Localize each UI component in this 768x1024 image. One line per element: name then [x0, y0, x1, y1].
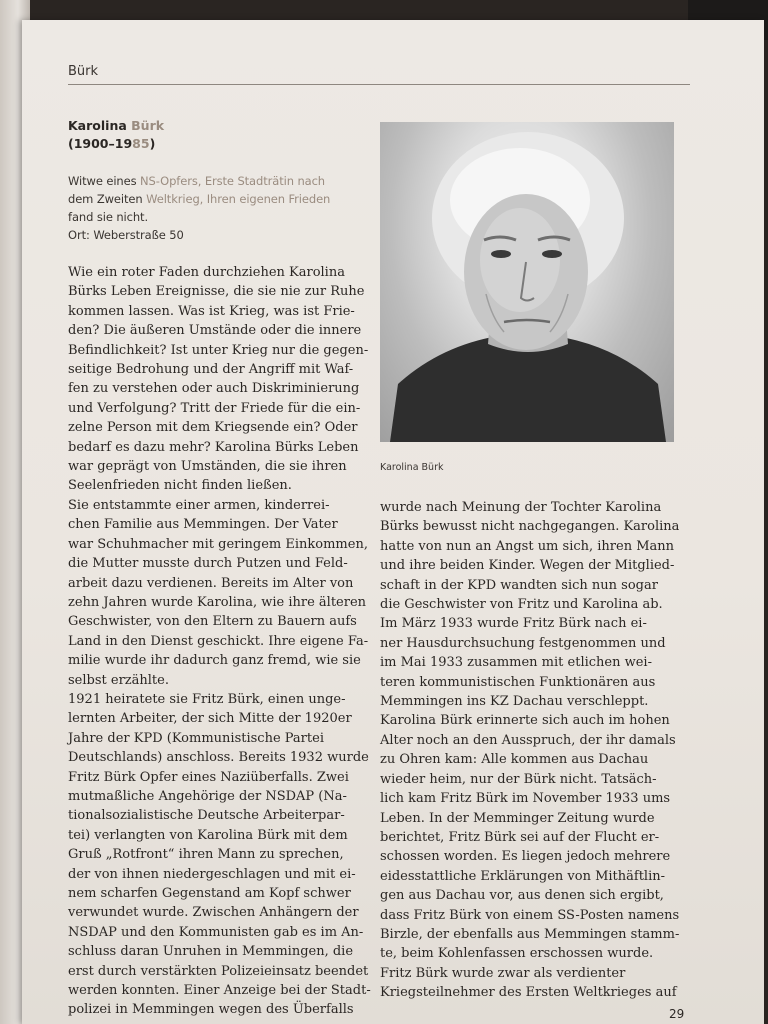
body-text-line: Seelenfrieden nicht finden ließen.	[68, 478, 292, 494]
body-text-line: die Geschwister von Fritz und Karolina ab.	[380, 597, 663, 613]
running-head: Bürk	[68, 64, 99, 79]
body-text-line: lich kam Fritz Bürk im November 1933 ums	[380, 791, 671, 807]
body-text-line: eidesstattliche Erklärungen von Mithäftlin-	[380, 868, 666, 884]
body-text-line: milie wurde ihr dadurch ganz fremd, wie sie	[68, 653, 361, 669]
body-text-line: seitige Bedrohung und der Angriff mit Waf-	[68, 362, 354, 378]
body-text-line: NSDAP und den Kommunisten gab es im An-	[68, 924, 364, 940]
body-text-line: Kriegsteilnehmer des Ersten Weltkrieges auf	[380, 985, 677, 1001]
location-line: Ort: Weberstraße 50	[68, 228, 184, 242]
book-page	[22, 20, 764, 1024]
body-text-line: Fritz Bürk Opfer eines Naziüberfalls. Zwei	[68, 769, 349, 785]
body-text-line: wurde nach Meinung der Tochter Karolina	[380, 500, 662, 515]
body-text-line: zu Ohren kam: Alle kommen aus Dachau	[380, 752, 649, 768]
portrait-illustration	[380, 122, 674, 442]
body-text-line: Wie ein roter Faden durchziehen Karolina	[68, 265, 345, 280]
subtitle-line: Witwe eines NS-Opfers, Erste Stadträtin nach	[68, 174, 325, 188]
body-text-line: te, beim Kohlenfassen erschossen wurde.	[380, 946, 654, 962]
page-number: 29	[669, 1007, 685, 1021]
body-text-line: Fritz Bürk wurde zwar als verdienter	[380, 965, 626, 981]
body-text-line: Memmingen ins KZ Dachau verschleppt.	[380, 694, 649, 710]
body-text-line: und ihre beiden Kinder. Wegen der Mitglied-	[380, 558, 675, 574]
text-column-right	[380, 498, 680, 1003]
last-name: Bürk	[131, 118, 165, 133]
body-text-line: war geprägt von Umständen, die sie ihren	[68, 459, 347, 475]
portrait-photo	[380, 122, 674, 442]
subtitle-line: fand sie nicht.	[68, 210, 149, 224]
body-text-line: berichtet, Fritz Bürk sei auf der Flucht er-	[380, 829, 660, 845]
body-text-line: wieder heim, nur der Bürk nicht. Tatsäch-	[380, 771, 657, 787]
body-text-line: schossen worden. Es liegen jedoch mehrere	[380, 849, 671, 865]
body-text-line: bedarf es dazu mehr? Karolina Bürks Leben	[68, 439, 359, 455]
body-text-line: kommen lassen. Was ist Krieg, was ist Frie-	[68, 303, 355, 319]
body-text-line: und Verfolgung? Tritt der Friede für die ein-	[68, 400, 361, 416]
photo-caption: Karolina Bürk	[380, 462, 444, 473]
body-text-line: war Schuhmacher mit geringem Einkommen,	[68, 536, 368, 552]
body-text-line: Befindlichkeit? Ist unter Krieg nur die gegen-	[68, 342, 369, 358]
body-text-line: polizei in Memmingen wegen des Überfalls	[68, 1002, 354, 1018]
body-text-line: nem scharfen Gegenstand am Kopf schwer	[68, 886, 351, 901]
body-text-line: erst durch verstärkten Polizeieinsatz beendet	[68, 963, 369, 979]
body-text-line: Birzle, der ebenfalls aus Memmingen stamm-	[380, 926, 680, 942]
body-text-line: selbst erzählte.	[68, 672, 169, 688]
body-text-line: den? Die äußeren Umstände oder die innere	[68, 323, 362, 339]
first-name: Karolina	[68, 118, 127, 133]
body-text-line: tei) verlangten von Karolina Bürk mit dem	[68, 827, 348, 843]
body-text-line: teren kommunistischen Funktionären aus	[380, 674, 656, 690]
body-text-line: Karolina Bürk erinnerte sich auch im hohen	[380, 713, 670, 729]
body-text-line: die Mutter musste durch Putzen und Feld-	[68, 556, 348, 572]
body-text-line: schaft in der KPD wandten sich nun sogar	[380, 577, 658, 593]
body-text-line: Alter noch an den Ausspruch, der ihr damals	[380, 732, 676, 748]
header-rule	[68, 84, 690, 85]
body-text-line: Sie entstammte einer armen, kinderrei-	[68, 497, 330, 513]
body-text-line: tionalsozialistische Deutsche Arbeiterpar-	[68, 808, 345, 824]
life-years: (1900–1985)	[68, 136, 156, 151]
body-text-line: ner Hausdurchsuchung festgenommen und	[380, 635, 666, 651]
body-text-line: gen aus Dachau vor, aus denen sich ergibt,	[380, 888, 664, 904]
body-text-line: Deutschlands) anschloss. Bereits 1932 wurde	[68, 750, 369, 766]
body-text-line: Gruß „Rotfront“ ihren Mann zu sprechen,	[68, 847, 344, 863]
body-text-line: Leben. In der Memminger Zeitung wurde	[380, 810, 655, 826]
body-text-line: fen zu verstehen oder auch Diskriminierung	[68, 381, 360, 397]
body-text-line: werden konnten. Einer Anzeige bei der Stadt-	[68, 983, 371, 999]
body-text-line: Land in den Dienst geschickt. Ihre eigene Fa-	[68, 633, 369, 649]
body-text-line: dass Fritz Bürk von einem SS-Posten namens	[380, 907, 680, 923]
body-text-line: Bürks Leben Ereignisse, die sie nie zur Ruhe	[68, 284, 365, 300]
body-text-line: chen Familie aus Memmingen. Der Vater	[68, 517, 338, 533]
subtitle-block	[68, 172, 388, 244]
body-text-line: arbeit dazu verdienen. Bereits im Alter von	[68, 575, 354, 591]
body-text-line: der von ihnen niedergeschlagen und mit ei-	[68, 866, 356, 882]
text-column-left	[68, 263, 371, 1020]
body-text-line: lernten Arbeiter, der sich Mitte der 1920er	[68, 711, 352, 727]
body-text-line: 1921 heiratete sie Fritz Bürk, einen unge-	[68, 691, 346, 707]
body-text-line: zelne Person mit dem Kriegsende ein? Oder	[68, 420, 358, 436]
body-text-line: hatte von nun an Angst um sich, ihren Mann	[380, 538, 675, 554]
subtitle-line: dem Zweiten Weltkrieg, Ihren eigenen Frieden	[68, 192, 331, 206]
person-name	[68, 118, 164, 133]
body-text-line: im Mai 1933 zusammen mit etlichen wei-	[380, 655, 652, 671]
body-text-line: verwundet wurde. Zwischen Anhängern der	[68, 905, 359, 921]
body-text-line: Jahre der KPD (Kommunistische Partei	[68, 730, 324, 746]
body-text-line: Geschwister, von den Eltern zu Bauern aufs	[68, 614, 357, 630]
body-text-line: schluss daran Unruhen in Memmingen, die	[68, 944, 354, 960]
body-text-line: Im März 1933 wurde Fritz Bürk nach ei-	[380, 616, 647, 632]
body-text-line: mutmaßliche Angehörige der NSDAP (Na-	[68, 788, 347, 804]
body-text-line: Bürks bewusst nicht nachgegangen. Karolina	[380, 519, 680, 535]
body-text-line: zehn Jahren wurde Karolina, wie ihre älteren	[68, 594, 367, 610]
